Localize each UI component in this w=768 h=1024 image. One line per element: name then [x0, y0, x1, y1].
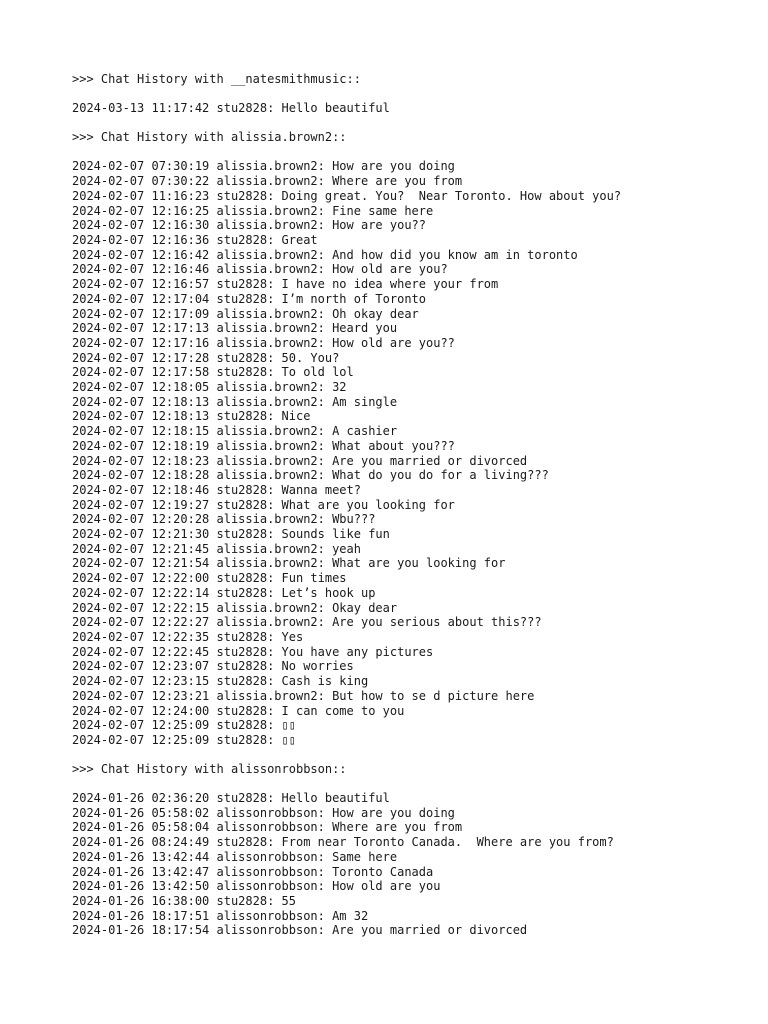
chat-section-header: >>> Chat History with __natesmithmusic:: — [72, 72, 361, 86]
chat-message-line: 2024-02-07 12:18:13 alissia.brown2: Am single — [72, 394, 398, 409]
chat-message-line: 2024-02-07 12:16:46 alissia.brown2: How old are you? — [72, 262, 448, 277]
chat-message-line: 2024-02-07 12:16:36 stu2828: Great — [72, 233, 318, 247]
chat-message-line: 2024-02-07 12:22:35 stu2828: Yes — [72, 629, 304, 644]
chat-message-line: 2024-01-26 05:58:04 alissonrobbson: Where are you from — [72, 820, 463, 835]
chat-message-line: 2024-01-26 13:42:47 alissonrobbson: Toronto Canada — [72, 864, 434, 879]
chat-message-line: 2024-02-07 12:18:28 alissia.brown2: What do you do for a living??? — [72, 468, 549, 483]
chat-message-line: 2024-02-07 12:22:00 stu2828: Fun times — [72, 571, 347, 586]
chat-section — [72, 762, 752, 938]
chat-message-line: 2024-02-07 12:22:27 alissia.brown2: Are you serious about this??? — [72, 615, 542, 630]
chat-message-line: 2024-02-07 12:20:28 alissia.brown2: Wbu??? — [72, 512, 376, 527]
chat-message-line: 2024-02-07 12:17:09 alissia.brown2: Oh okay dear — [72, 306, 419, 321]
chat-message-line: 2024-02-07 12:22:45 stu2828: You have any pictures — [72, 644, 434, 659]
chat-message-line: 2024-02-07 12:24:00 stu2828: I can come to you — [72, 703, 405, 718]
chat-message-line: 2024-01-26 05:58:02 alissonrobbson: How are you doing — [72, 805, 455, 820]
chat-message-line: 2024-02-07 12:18:05 alissia.brown2: 32 — [72, 380, 347, 395]
chat-message-line: 2024-02-07 12:16:25 alissia.brown2: Fine same here — [72, 203, 434, 218]
chat-message-line: 2024-01-26 13:42:44 alissonrobbson: Same here — [72, 849, 398, 864]
chat-message-line: 2024-02-07 12:19:27 stu2828: What are you looking for — [72, 497, 455, 512]
chat-message-line: 2024-02-07 12:18:46 stu2828: Wanna meet? — [72, 482, 361, 497]
chat-section — [72, 72, 752, 116]
chat-message-line: 2024-02-07 12:25:09 stu2828: ▯▯ — [72, 718, 296, 733]
chat-message-line: 2024-02-07 12:17:04 stu2828: I’m north of Toronto — [72, 291, 427, 306]
chat-section — [72, 130, 752, 748]
chat-message-line: 2024-01-26 02:36:20 stu2828: Hello beautiful — [72, 791, 390, 805]
chat-message-line: 2024-03-13 11:17:42 stu2828: Hello beautiful — [72, 101, 390, 116]
chat-message-line: 2024-01-26 18:17:54 alissonrobbson: Are you married or divorced — [72, 923, 528, 938]
chat-message-line: 2024-02-07 12:16:30 alissia.brown2: How are you?? — [72, 218, 427, 233]
chat-message-line: 2024-02-07 12:18:15 alissia.brown2: A cashier — [72, 424, 398, 439]
chat-section-header: >>> Chat History with alissonrobbson:: — [72, 761, 347, 776]
chat-message-line: 2024-02-07 12:23:15 stu2828: Cash is king — [72, 674, 369, 689]
chat-message-line: 2024-01-26 08:24:49 stu2828: From near Toronto Canada. Where are you from? — [72, 835, 614, 850]
chat-message-line: 2024-01-26 18:17:51 alissonrobbson: Am 32 — [72, 908, 369, 923]
chat-message-line: 2024-02-07 12:17:16 alissia.brown2: How old are you?? — [72, 335, 455, 350]
chat-message-line: 2024-01-26 16:38:00 stu2828: 55 — [72, 893, 296, 908]
chat-message-line: 2024-02-07 12:18:19 alissia.brown2: What about you??? — [72, 438, 455, 453]
chat-message-line: 2024-02-07 12:21:30 stu2828: Sounds like fun — [72, 527, 390, 542]
chat-history-document — [72, 72, 752, 952]
chat-message-line: 2024-02-07 12:17:58 stu2828: To old lol — [72, 365, 354, 380]
chat-message-line: 2024-02-07 12:23:07 stu2828: No worries — [72, 659, 354, 674]
chat-message-line: 2024-02-07 12:16:57 stu2828: I have no idea where your from — [72, 277, 499, 292]
chat-message-line: 2024-02-07 12:17:13 alissia.brown2: Heard you — [72, 321, 398, 336]
chat-message-line: 2024-02-07 11:16:23 stu2828: Doing great. You? Near Toronto. How about you? — [72, 188, 622, 203]
chat-message-line: 2024-02-07 12:22:15 alissia.brown2: Okay dear — [72, 600, 398, 615]
chat-message-line: 2024-02-07 12:21:45 alissia.brown2: yeah — [72, 541, 361, 556]
chat-message-line: 2024-02-07 12:18:13 stu2828: Nice — [72, 409, 311, 424]
chat-section-header: >>> Chat History with alissia.brown2:: — [72, 130, 347, 145]
chat-message-line: 2024-02-07 07:30:22 alissia.brown2: Where are you from — [72, 174, 463, 189]
chat-message-line: 2024-01-26 13:42:50 alissonrobbson: How old are you — [72, 879, 441, 894]
chat-message-line: 2024-02-07 07:30:19 alissia.brown2: How are you doing — [72, 159, 455, 174]
chat-message-line: 2024-02-07 12:17:28 stu2828: 50. You? — [72, 350, 340, 365]
chat-message-line: 2024-02-07 12:22:14 stu2828: Let’s hook up — [72, 585, 376, 600]
chat-message-line: 2024-02-07 12:16:42 alissia.brown2: And how did you know am in toronto — [72, 247, 578, 262]
chat-message-line: 2024-02-07 12:23:21 alissia.brown2: But how to se d picture here — [72, 688, 535, 703]
chat-message-line: 2024-02-07 12:18:23 alissia.brown2: Are you married or divorced — [72, 453, 528, 468]
chat-message-line: 2024-02-07 12:25:09 stu2828: ▯▯ — [72, 732, 296, 747]
chat-message-line: 2024-02-07 12:21:54 alissia.brown2: What are you looking for — [72, 556, 506, 571]
